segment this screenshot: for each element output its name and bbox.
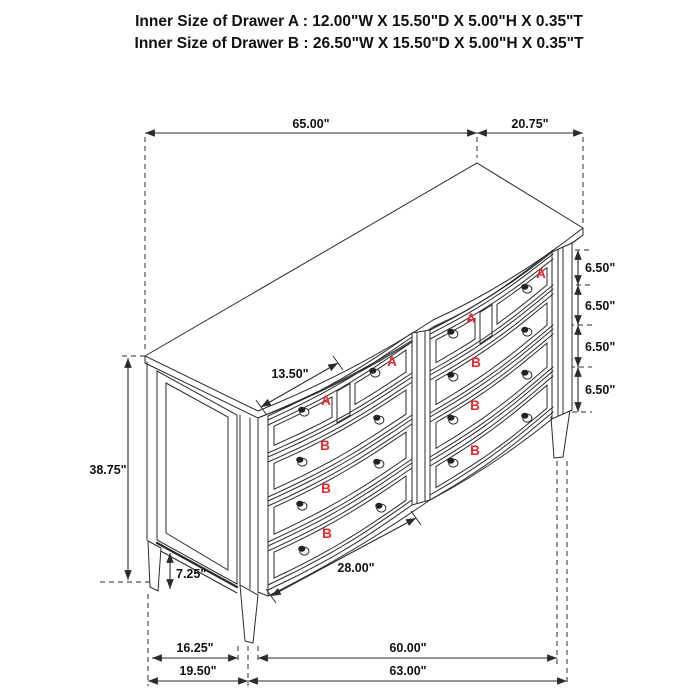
drawer-label-a: A bbox=[536, 266, 546, 281]
dim-top-depth: 20.75" bbox=[511, 117, 549, 131]
drawer-a-inner-size-text: Inner Size of Drawer A : 12.00"W X 15.50"D X 5.00"H X 0.35"T bbox=[135, 13, 583, 30]
dim-tick bbox=[411, 511, 421, 525]
dim-drawer-height-4: 6.50" bbox=[585, 383, 616, 397]
dim-drawer-b-width: 28.00" bbox=[337, 561, 375, 575]
front-left-leg bbox=[240, 585, 258, 643]
drawer-label-b: B bbox=[321, 481, 331, 496]
dim-top-width: 65.00" bbox=[292, 117, 330, 131]
dim-drawer-a-width: 13.50" bbox=[271, 367, 309, 381]
back-left-leg bbox=[148, 541, 161, 591]
header bbox=[135, 13, 584, 52]
dresser-top-rim-edge bbox=[572, 235, 583, 243]
drawer-label-b: B bbox=[471, 355, 481, 370]
drawer-label-a: A bbox=[387, 354, 397, 369]
drawer-label-a: A bbox=[321, 393, 331, 408]
dim-drawer-height-3: 6.50" bbox=[585, 340, 616, 354]
dim-leg-height: 7.25" bbox=[176, 567, 207, 581]
dim-base-inner-width: 60.00" bbox=[389, 641, 427, 655]
dim-base-width: 63.00" bbox=[389, 664, 427, 678]
drawer-label-b: B bbox=[470, 398, 480, 413]
dim-drawer-height-2: 6.50" bbox=[585, 299, 616, 313]
drawer-label-b: B bbox=[320, 438, 330, 453]
drawer-label-a: A bbox=[466, 311, 476, 326]
drawer-label-b: B bbox=[322, 526, 332, 541]
center-stile bbox=[412, 330, 430, 505]
dim-overall-height: 38.75" bbox=[89, 463, 127, 477]
dim-drawer-height-1: 6.50" bbox=[585, 261, 616, 275]
dim-base-depth: 19.50" bbox=[179, 664, 217, 678]
drawer-label-b: B bbox=[470, 443, 480, 458]
drawer-b-inner-size-text: Inner Size of Drawer B : 26.50"W X 15.50"D X 5.00"H X 0.35"T bbox=[134, 35, 584, 52]
dim-base-inner-depth: 16.25" bbox=[176, 641, 214, 655]
right-stile bbox=[552, 243, 572, 419]
